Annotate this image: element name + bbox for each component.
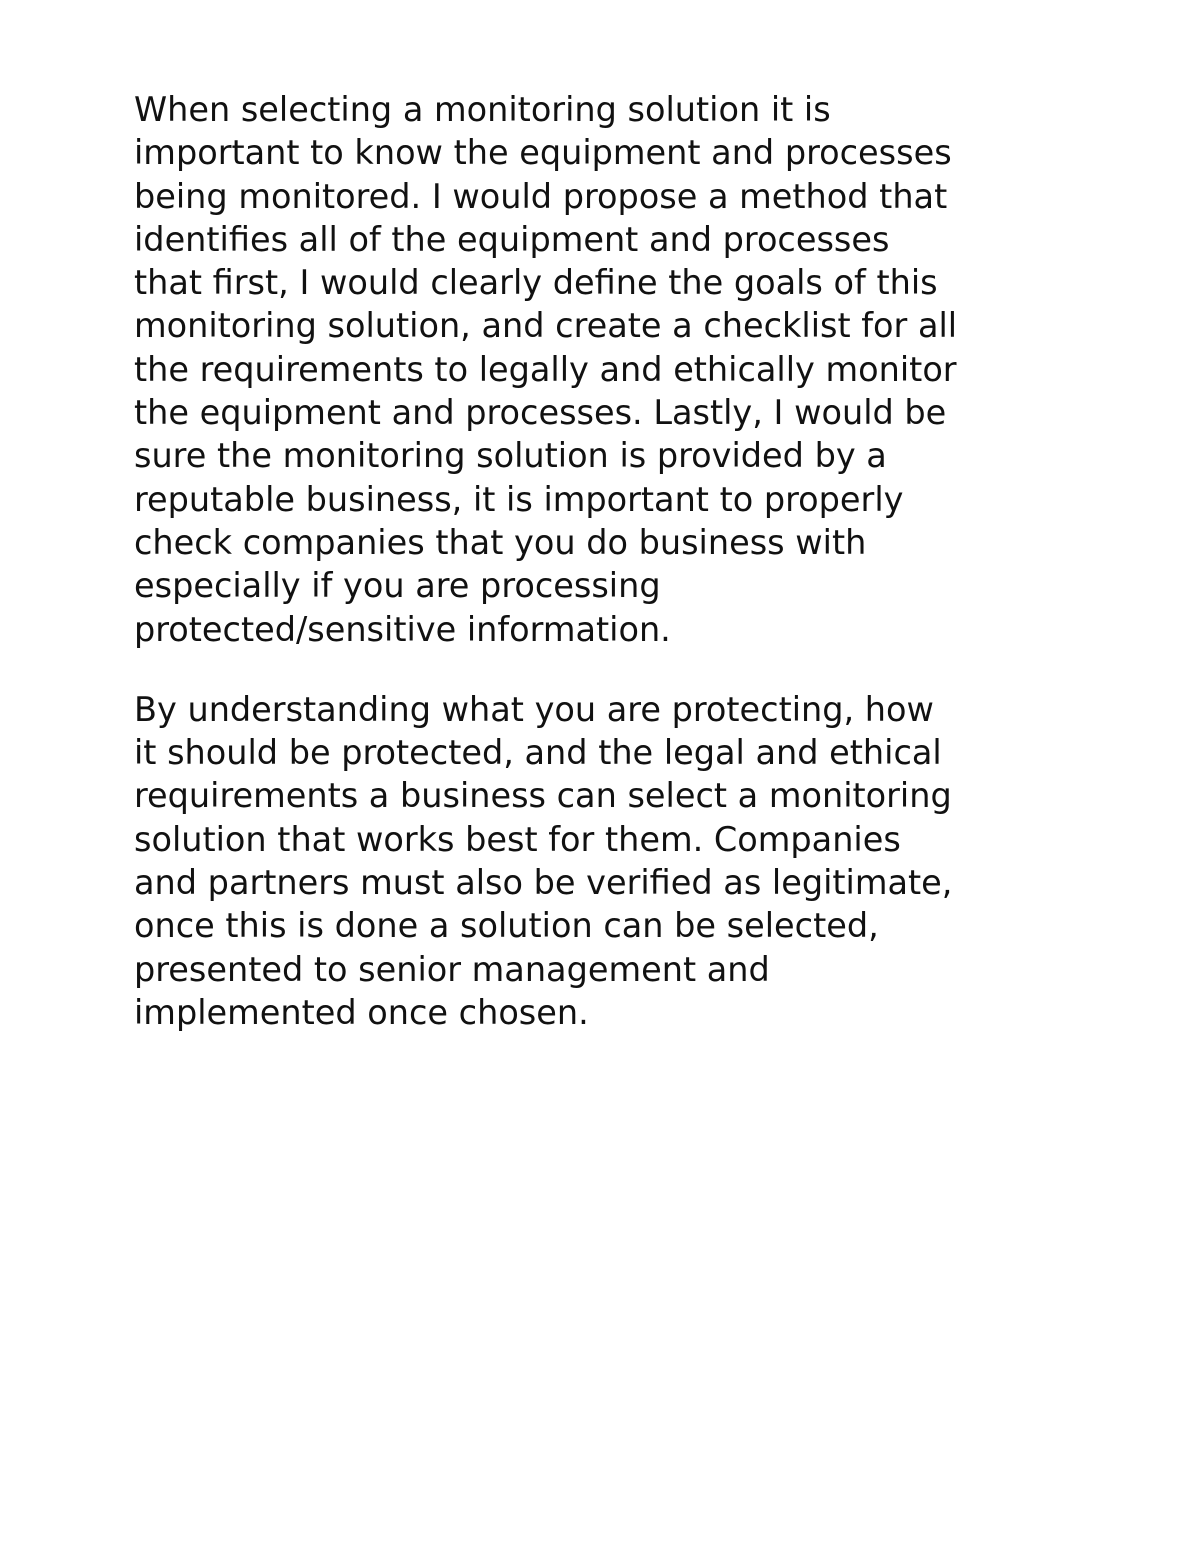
paragraph-spacer (134, 651, 1094, 688)
paragraph-2 (134, 688, 1094, 1034)
paragraph-line: check companies that you do business with (134, 522, 867, 562)
document-body (134, 88, 1094, 1034)
paragraph-line: When selecting a monitoring solution it is (134, 90, 831, 129)
paragraph-line: important to know the equipment and processes (134, 133, 952, 173)
paragraph-line: solution that works best for them. Companies (134, 819, 901, 859)
paragraph-line: protected/sensitive information. (134, 609, 671, 649)
paragraph-line: reputable business, it is important to properly (134, 479, 904, 519)
paragraph-line: it should be protected, and the legal and ethical (134, 733, 942, 773)
paragraph-line: identifies all of the equipment and processes (134, 219, 890, 259)
paragraph-line: the requirements to legally and ethically monitor (134, 349, 957, 389)
paragraph-line: the equipment and processes. Lastly, I would be (134, 393, 947, 433)
paragraph-line: that first, I would clearly define the goals of this (134, 263, 938, 303)
paragraph-line: being monitored. I would propose a method that (134, 176, 948, 216)
paragraph-1 (134, 88, 1094, 651)
paragraph-line: By understanding what you are protecting, how (134, 689, 934, 729)
paragraph-line: and partners must also be verified as legitimate, (134, 863, 953, 903)
paragraph-line: once this is done a solution can be selected, (134, 906, 879, 946)
paragraph-line: requirements a business can select a monitoring (134, 776, 952, 816)
paragraph-line: especially if you are processing (134, 566, 661, 606)
paragraph-line: presented to senior management and (134, 949, 770, 989)
paragraph-line: sure the monitoring solution is provided by a (134, 436, 887, 476)
paragraph-line: monitoring solution, and create a checklist for all (134, 306, 958, 346)
paragraph-line: implemented once chosen. (134, 992, 589, 1032)
